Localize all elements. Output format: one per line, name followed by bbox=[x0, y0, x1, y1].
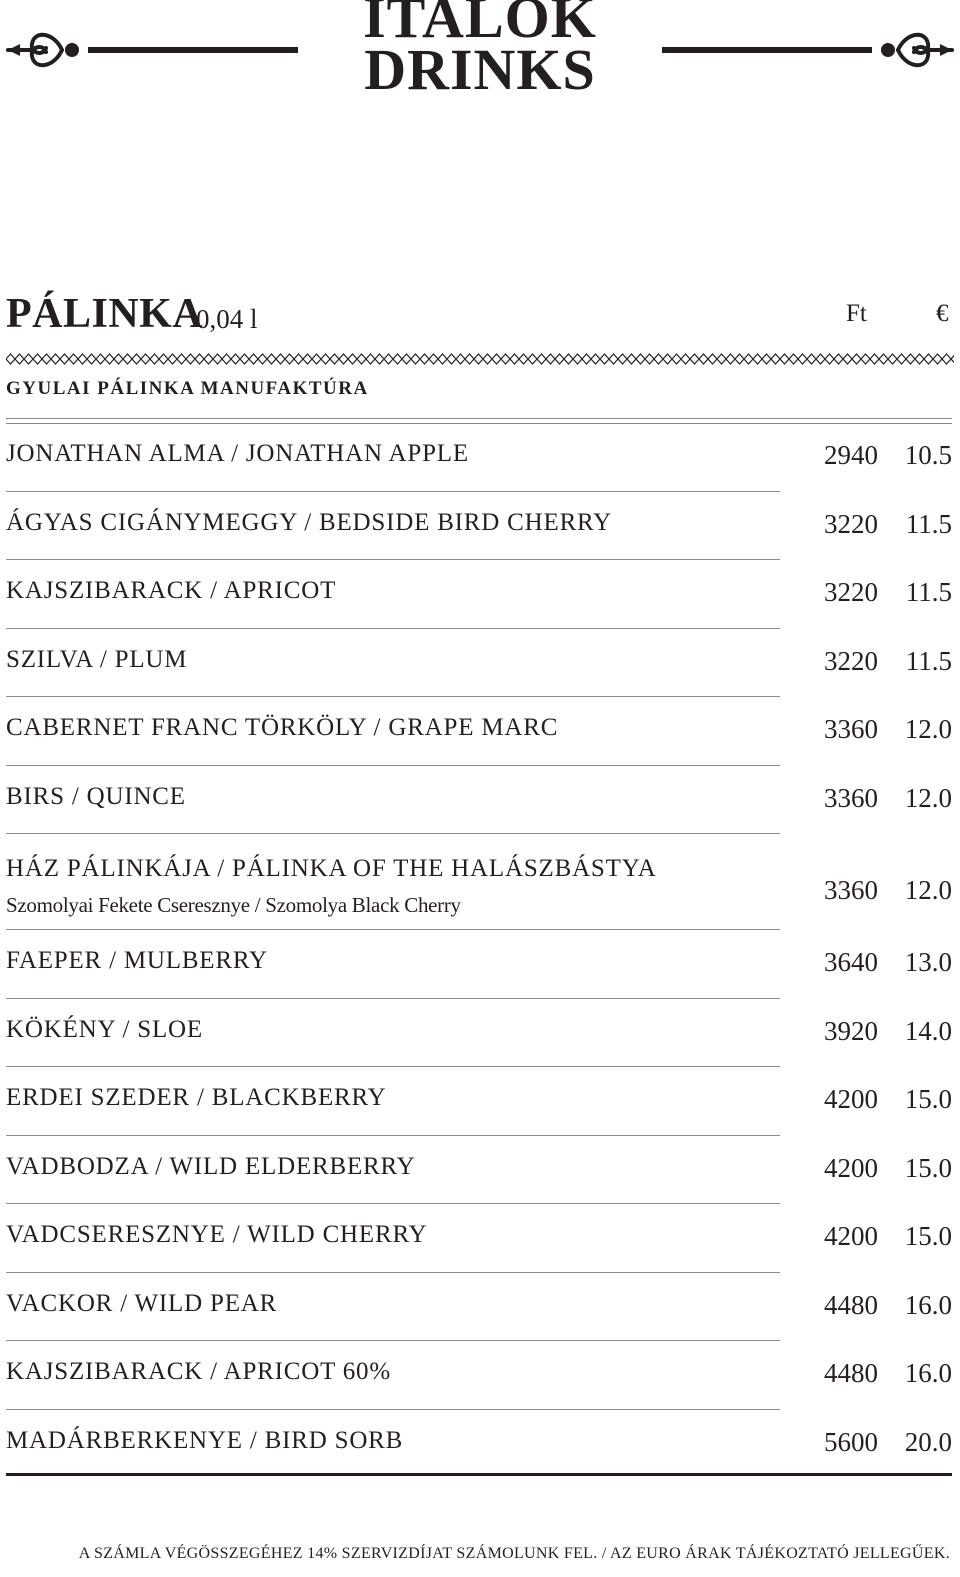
row-divider bbox=[6, 628, 780, 629]
price-ft: 3360 bbox=[824, 875, 878, 905]
title-hungarian: ITALOK bbox=[363, 0, 597, 50]
item-name: ÁGYAS CIGÁNYMEGGY / BEDSIDE BIRD CHERRY bbox=[6, 508, 613, 536]
menu-item bbox=[6, 440, 952, 509]
menu-item bbox=[6, 851, 952, 947]
row-divider bbox=[6, 491, 780, 492]
price-ft: 4200 bbox=[824, 1152, 878, 1183]
price-eur: 10.5 bbox=[904, 440, 952, 470]
row-divider bbox=[6, 929, 780, 930]
price-ft: 4200 bbox=[824, 1221, 878, 1251]
menu-item bbox=[6, 1427, 952, 1496]
column-header-ft: Ft bbox=[846, 300, 867, 327]
row-divider bbox=[6, 765, 780, 766]
menu-item bbox=[6, 714, 952, 783]
price-ft: 4200 bbox=[824, 1084, 878, 1114]
menu-item bbox=[6, 1221, 952, 1290]
row-divider bbox=[6, 696, 780, 697]
zigzag-divider bbox=[6, 352, 954, 371]
price-eur: 11.5 bbox=[905, 645, 952, 676]
page-title bbox=[0, 0, 960, 102]
price-eur: 16.0 bbox=[904, 1289, 952, 1320]
menu-item bbox=[6, 1358, 952, 1427]
price-ft: 4480 bbox=[824, 1289, 878, 1320]
item-name: JONATHAN ALMA / JONATHAN APPLE bbox=[6, 440, 469, 467]
menu-item bbox=[6, 577, 952, 646]
item-name: VADBODZA / WILD ELDERBERRY bbox=[6, 1152, 416, 1180]
item-name: KAJSZIBARACK / APRICOT 60% bbox=[6, 1358, 391, 1385]
menu-item bbox=[6, 1084, 952, 1153]
item-name: BIRS / QUINCE bbox=[6, 782, 186, 810]
price-ft: 2940 bbox=[824, 440, 878, 470]
item-name: HÁZ PÁLINKÁJA / PÁLINKA OF THE HALÁSZBÁSTYA bbox=[6, 855, 657, 882]
price-eur: 12.0 bbox=[904, 782, 952, 813]
price-eur: 16.0 bbox=[904, 1358, 952, 1388]
price-ft: 4480 bbox=[824, 1358, 878, 1388]
item-name: CABERNET FRANC TÖRKÖLY / GRAPE MARC bbox=[6, 714, 559, 741]
item-name: KÖKÉNY / SLOE bbox=[6, 1015, 203, 1043]
menu-item bbox=[6, 1290, 952, 1359]
price-eur: 13.0 bbox=[904, 947, 952, 977]
item-name: VACKOR / WILD PEAR bbox=[6, 1289, 278, 1317]
price-eur: 14.0 bbox=[904, 1015, 952, 1046]
title-english: DRINKS bbox=[364, 37, 596, 102]
price-eur: 12.0 bbox=[904, 875, 952, 905]
price-ft: 3360 bbox=[824, 782, 878, 813]
item-name: FAEPER / MULBERRY bbox=[6, 947, 268, 974]
bottom-rule bbox=[6, 1473, 952, 1476]
service-charge-note: A SZÁMLA VÉGÖSSZEGÉHEZ 14% SZERVIZDÍJAT SZÁMOLUNK FEL. / AZ EURO ÁRAK TÁJÉKOZTATÓ JELLEGŰEK. bbox=[78, 1545, 950, 1562]
menu-item bbox=[6, 1016, 952, 1085]
double-rule-divider bbox=[6, 418, 952, 424]
price-ft: 3220 bbox=[824, 577, 878, 607]
price-eur: 11.5 bbox=[905, 508, 952, 539]
section-name: PÁLINKA bbox=[6, 291, 204, 337]
price-ft: 5600 bbox=[824, 1426, 878, 1457]
menu-item bbox=[6, 783, 952, 852]
section-header bbox=[6, 290, 954, 342]
row-divider bbox=[6, 1409, 780, 1410]
price-ft: 3220 bbox=[824, 645, 878, 676]
row-divider bbox=[6, 998, 780, 999]
price-eur: 15.0 bbox=[904, 1221, 952, 1251]
menu-item bbox=[6, 1153, 952, 1222]
item-name: KAJSZIBARACK / APRICOT bbox=[6, 577, 337, 604]
producer-name: GYULAI PÁLINKA MANUFAKTÚRA bbox=[6, 378, 369, 399]
price-ft: 3220 bbox=[824, 508, 878, 539]
item-name: ERDEI SZEDER / BLACKBERRY bbox=[6, 1084, 387, 1111]
price-eur: 20.0 bbox=[904, 1426, 952, 1457]
price-eur: 15.0 bbox=[904, 1152, 952, 1183]
row-divider bbox=[6, 559, 780, 560]
item-subtitle: Szomolyai Fekete Cseresznye / Szomolya Black Cherry bbox=[6, 893, 461, 917]
price-ft: 3920 bbox=[824, 1015, 878, 1046]
row-divider bbox=[6, 1135, 780, 1136]
row-divider bbox=[6, 1203, 780, 1204]
row-divider bbox=[6, 833, 780, 834]
item-name: MADÁRBERKENYE / BIRD SORB bbox=[6, 1426, 404, 1454]
price-ft: 3360 bbox=[824, 714, 878, 744]
price-eur: 12.0 bbox=[904, 714, 952, 744]
menu-item bbox=[6, 947, 952, 1016]
price-eur: 11.5 bbox=[905, 577, 952, 607]
item-name: SZILVA / PLUM bbox=[6, 645, 188, 673]
price-ft: 3640 bbox=[824, 947, 878, 977]
item-name: VADCSERESZNYE / WILD CHERRY bbox=[6, 1221, 428, 1248]
menu-item bbox=[6, 646, 952, 715]
menu-item bbox=[6, 509, 952, 578]
row-divider bbox=[6, 1066, 780, 1067]
column-header-eur: € bbox=[936, 300, 949, 327]
serving-size: 0,04 l bbox=[196, 304, 258, 334]
row-divider bbox=[6, 1340, 780, 1341]
price-eur: 15.0 bbox=[904, 1084, 952, 1114]
row-divider bbox=[6, 1272, 780, 1273]
